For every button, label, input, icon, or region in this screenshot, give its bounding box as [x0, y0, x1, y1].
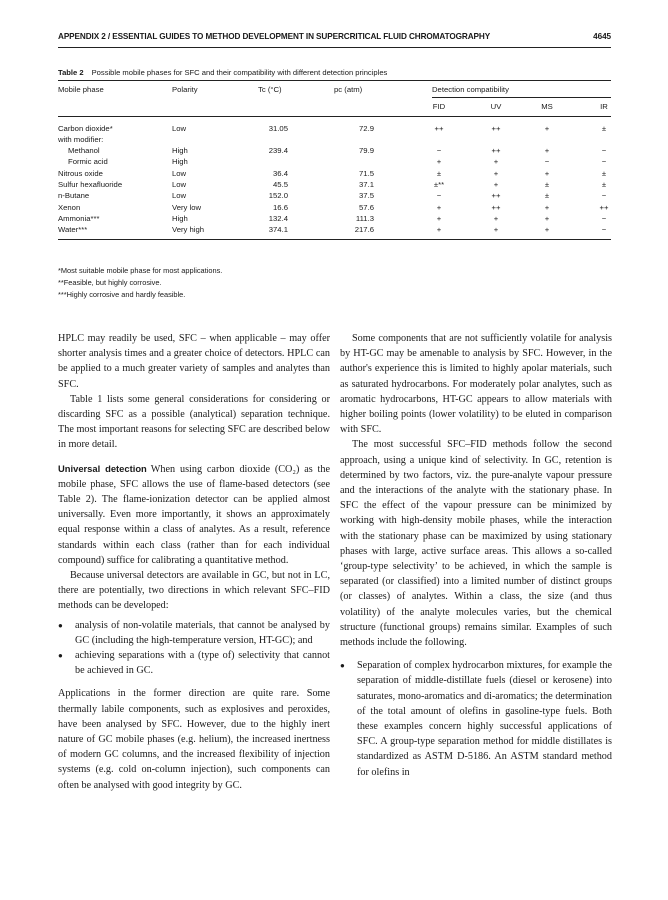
cell-pc: 71.5: [359, 168, 374, 178]
left-column: [58, 331, 330, 793]
cell-mobile-phase: Formic acid: [68, 157, 108, 167]
paragraph: Table 1 lists some general considerations for considering or discarding SFC as a possible (analytical) separation technique. The most important reasons for selecting SFC are described below in more detail.: [58, 393, 330, 451]
page-number: 4645: [593, 32, 611, 41]
right-column: [340, 331, 612, 780]
table-label: Table 2: [58, 68, 84, 77]
cell-ir: ±: [601, 123, 607, 133]
cell-ir: −: [601, 157, 607, 167]
cell-mobile-phase: Sulfur hexafluoride: [58, 180, 123, 190]
paragraph: Because universal detectors are available in GC, but not in LC, there are potentially, two directions in which relevant SFC–FID methods can be developed:: [58, 570, 330, 612]
detection-subrule: [432, 97, 611, 98]
cell-fid: +: [436, 213, 442, 223]
cell-uv: +: [493, 213, 499, 223]
table-row: [58, 179, 611, 190]
running-header: [58, 32, 611, 41]
list-item: ● Separation of complex hydrocarbon mixtures, for example the separation of middle-distillate fuels (diesel or kerosene) into saturates, mono-aromatics and di-aromatics; the determination of the total amount of olefins in gasoline-type fuels. Both these examples concern highly successful applications of SFC. A group-type separation method for middle distillates is standardized as ASTM D-5186. An ASTM standard method for olefins in: [340, 658, 612, 780]
paragraph: Applications in the former direction are quite rare. Some thermally labile components, such as explosives and peroxides, have been analysed by SFC. However, due to the highly inert nature of GC mobile phases (e.g. helium), the increased inertness of modern GC columns, and the increased flexibility of injection systems (e.g. cold on-column injection), such components can often be analysed with good integrity by GC.: [58, 688, 330, 791]
col-fid: FID: [432, 102, 446, 112]
cell-tc: 152.0: [268, 191, 288, 201]
cell-ms: −: [544, 157, 550, 167]
col-pc: pc (atm): [334, 85, 363, 94]
table-row: [58, 145, 611, 156]
table-caption-text: Possible mobile phases for SFC and their compatibility with different detection principles: [91, 68, 388, 77]
cell-tc: 374.1: [268, 225, 288, 235]
list-item: ● analysis of non-volatile materials, that cannot be analysed by GC (including the high-temperature version, HT-GC); and: [58, 618, 330, 648]
run-in-heading: Universal detection: [58, 462, 147, 474]
cell-fid: ++: [434, 123, 444, 133]
cell-pc: 111.3: [355, 213, 374, 223]
cell-mobile-phase: Xenon: [58, 202, 81, 212]
cell-uv: ++: [491, 146, 501, 156]
table-bottom-rule: [58, 239, 611, 240]
cell-mobile-phase: Water***: [58, 225, 88, 235]
running-title: APPENDIX 2 / ESSENTIAL GUIDES TO METHOD DEVELOPMENT IN SUPERCRITICAL FLUID CHROMATOGRAPHY: [58, 32, 491, 41]
col-detection: Detection compatibility: [432, 85, 509, 94]
table-caption: [58, 68, 611, 77]
cell-ms: +: [544, 146, 550, 156]
table-row: [58, 168, 611, 179]
col-polarity: Polarity: [172, 85, 198, 94]
footnote: ***Highly corrosive and hardly feasible.: [58, 290, 186, 300]
cell-pc: 72.9: [359, 123, 374, 133]
cell-mobile-phase: n-Butane: [58, 191, 90, 201]
cell-pc: 37.1: [359, 180, 374, 190]
cell-polarity: High: [172, 213, 188, 223]
cell-uv: +: [493, 225, 499, 235]
table-row: [58, 134, 611, 145]
cell-ir: −: [601, 225, 607, 235]
cell-uv: ++: [491, 202, 501, 212]
col-ir: IR: [600, 102, 608, 112]
cell-uv: +: [493, 168, 499, 178]
cell-fid: +: [436, 225, 442, 235]
cell-mobile-phase: Nitrous oxide: [58, 168, 103, 178]
cell-ir: −: [601, 146, 607, 156]
cell-pc: 217.6: [354, 225, 374, 235]
col-uv: UV: [490, 102, 502, 112]
col-ms: MS: [541, 102, 553, 112]
cell-tc: 45.5: [273, 180, 288, 190]
paragraph: [58, 461, 330, 568]
cell-polarity: Very low: [172, 202, 202, 212]
paragraph-text: When using carbon dioxide (CO₂) as the mobile phase, SFC allows the use of flame-based detectors (see Table 2). The flame-ionization detector can be applied almost universally. Even more importantly, it shows an approximately equal response within a class of analytes. As a result, reference standards within each class (rather than for each individual compound) suffice for calibrating a quantitative method.: [58, 463, 330, 566]
cell-uv: ++: [491, 123, 501, 133]
table-header-row: [58, 84, 611, 95]
cell-uv: +: [493, 157, 499, 167]
mobile-phase-table: [58, 80, 611, 240]
table-row: [58, 213, 611, 224]
cell-polarity: Low: [172, 180, 187, 190]
footnote: *Most suitable mobile phase for most applications.: [58, 266, 223, 275]
col-mobile-phase: Mobile phase: [58, 85, 104, 94]
cell-ms: +: [544, 225, 550, 235]
cell-pc: 57.6: [359, 202, 374, 212]
cell-mobile-phase: Carbon dioxide*: [58, 123, 113, 133]
cell-polarity: High: [172, 146, 188, 156]
paragraph: HPLC may readily be used, SFC – when applicable – may offer shorter analysis times and a greater choice of detectors. HPLC can be applied to a much greater variety of samples and analytes than SFC.: [58, 333, 330, 390]
cell-ir: ++: [599, 202, 609, 212]
table-row: [58, 202, 611, 213]
cell-ir: −: [601, 213, 607, 223]
cell-polarity: Low: [172, 123, 187, 133]
paragraph: Some components that are not sufficiently volatile for analysis by HT-GC may be amenable to analysis by SFC. However, in the author's experience this is limited to highly apolar materials, such as saturated hydrocarbons. For moderately polar analytes, such as aromatic hydrocarbons, HT-GC appears to allow materials with higher boiling points (lower volatility) to be eluted in comparison with SFC.: [340, 333, 612, 436]
cell-uv: +: [493, 180, 499, 190]
cell-tc: 132.4: [268, 213, 288, 223]
cell-ir: −: [601, 191, 607, 201]
cell-uv: ++: [491, 191, 501, 201]
cell-mobile-phase: Methanol: [68, 146, 100, 156]
cell-mobile-phase: with modifier:: [58, 134, 104, 144]
cell-fid: +: [436, 157, 442, 167]
table-row: [58, 123, 611, 134]
header-rule: [58, 47, 611, 48]
cell-ms: +: [544, 202, 550, 212]
cell-tc: 31.05: [268, 123, 288, 133]
cell-polarity: Low: [172, 168, 187, 178]
paragraph: The most successful SFC–FID methods follow the second approach, using a unique kind of selectivity. In GC, retention is determined by two factors, viz. the pure-analyte vapour pressure and the interactions of the analyte with the stationary phase. In SFC the effect of the vapour pressure can be minimized by working with high-density mobile phases, while the interaction with the stationary phase can be maximized by using stationary phases with large, active surface areas. This allows a so-called ‘group-type selectivity’ to be achieved, in which the sample is separated (or classified) into a limited number of distinct groups (or classes) of analytes. Within a class, the size (and thus volatility) of the analyte molecules varies, but the chemical structure (functional groups) remains similar. Examples of such methods include the following.: [340, 439, 612, 649]
cell-polarity: Very high: [172, 225, 205, 235]
cell-fid: +: [436, 202, 442, 212]
table-header-rule: [58, 116, 611, 117]
cell-fid: −: [436, 191, 442, 201]
cell-mobile-phase: Ammonia***: [58, 213, 100, 223]
cell-ms: +: [544, 168, 550, 178]
table-row: [58, 224, 611, 235]
cell-ms: ±: [544, 191, 550, 201]
bullet-list: [58, 618, 330, 679]
cell-fid: ±: [436, 168, 442, 178]
cell-pc: 79.9: [359, 146, 374, 156]
table-footnotes: [58, 265, 611, 302]
table-body: [58, 123, 611, 236]
list-item: ● achieving separations with a (type of) selectivity that cannot be achieved in GC.: [58, 648, 330, 678]
cell-polarity: High: [172, 157, 188, 167]
cell-ms: ±: [544, 180, 550, 190]
cell-tc: 239.4: [268, 146, 288, 156]
cell-polarity: Low: [172, 191, 187, 201]
cell-ir: ±: [601, 180, 607, 190]
bullet-list: [340, 658, 612, 780]
cell-ms: +: [544, 123, 550, 133]
cell-ms: +: [544, 213, 550, 223]
table-row: [58, 156, 611, 167]
cell-fid: −: [436, 146, 442, 156]
footnote: **Feasible, but highly corrosive.: [58, 278, 162, 288]
cell-ir: ±: [601, 168, 607, 178]
cell-tc: 16.6: [273, 202, 288, 212]
cell-tc: 36.4: [273, 168, 288, 178]
table-subheader-row: [58, 101, 611, 112]
cell-pc: 37.5: [359, 191, 374, 201]
col-tc: Tc (°C): [258, 85, 282, 94]
cell-fid: ±**: [433, 180, 445, 190]
table-row: [58, 190, 611, 201]
table-top-rule: [58, 80, 611, 81]
